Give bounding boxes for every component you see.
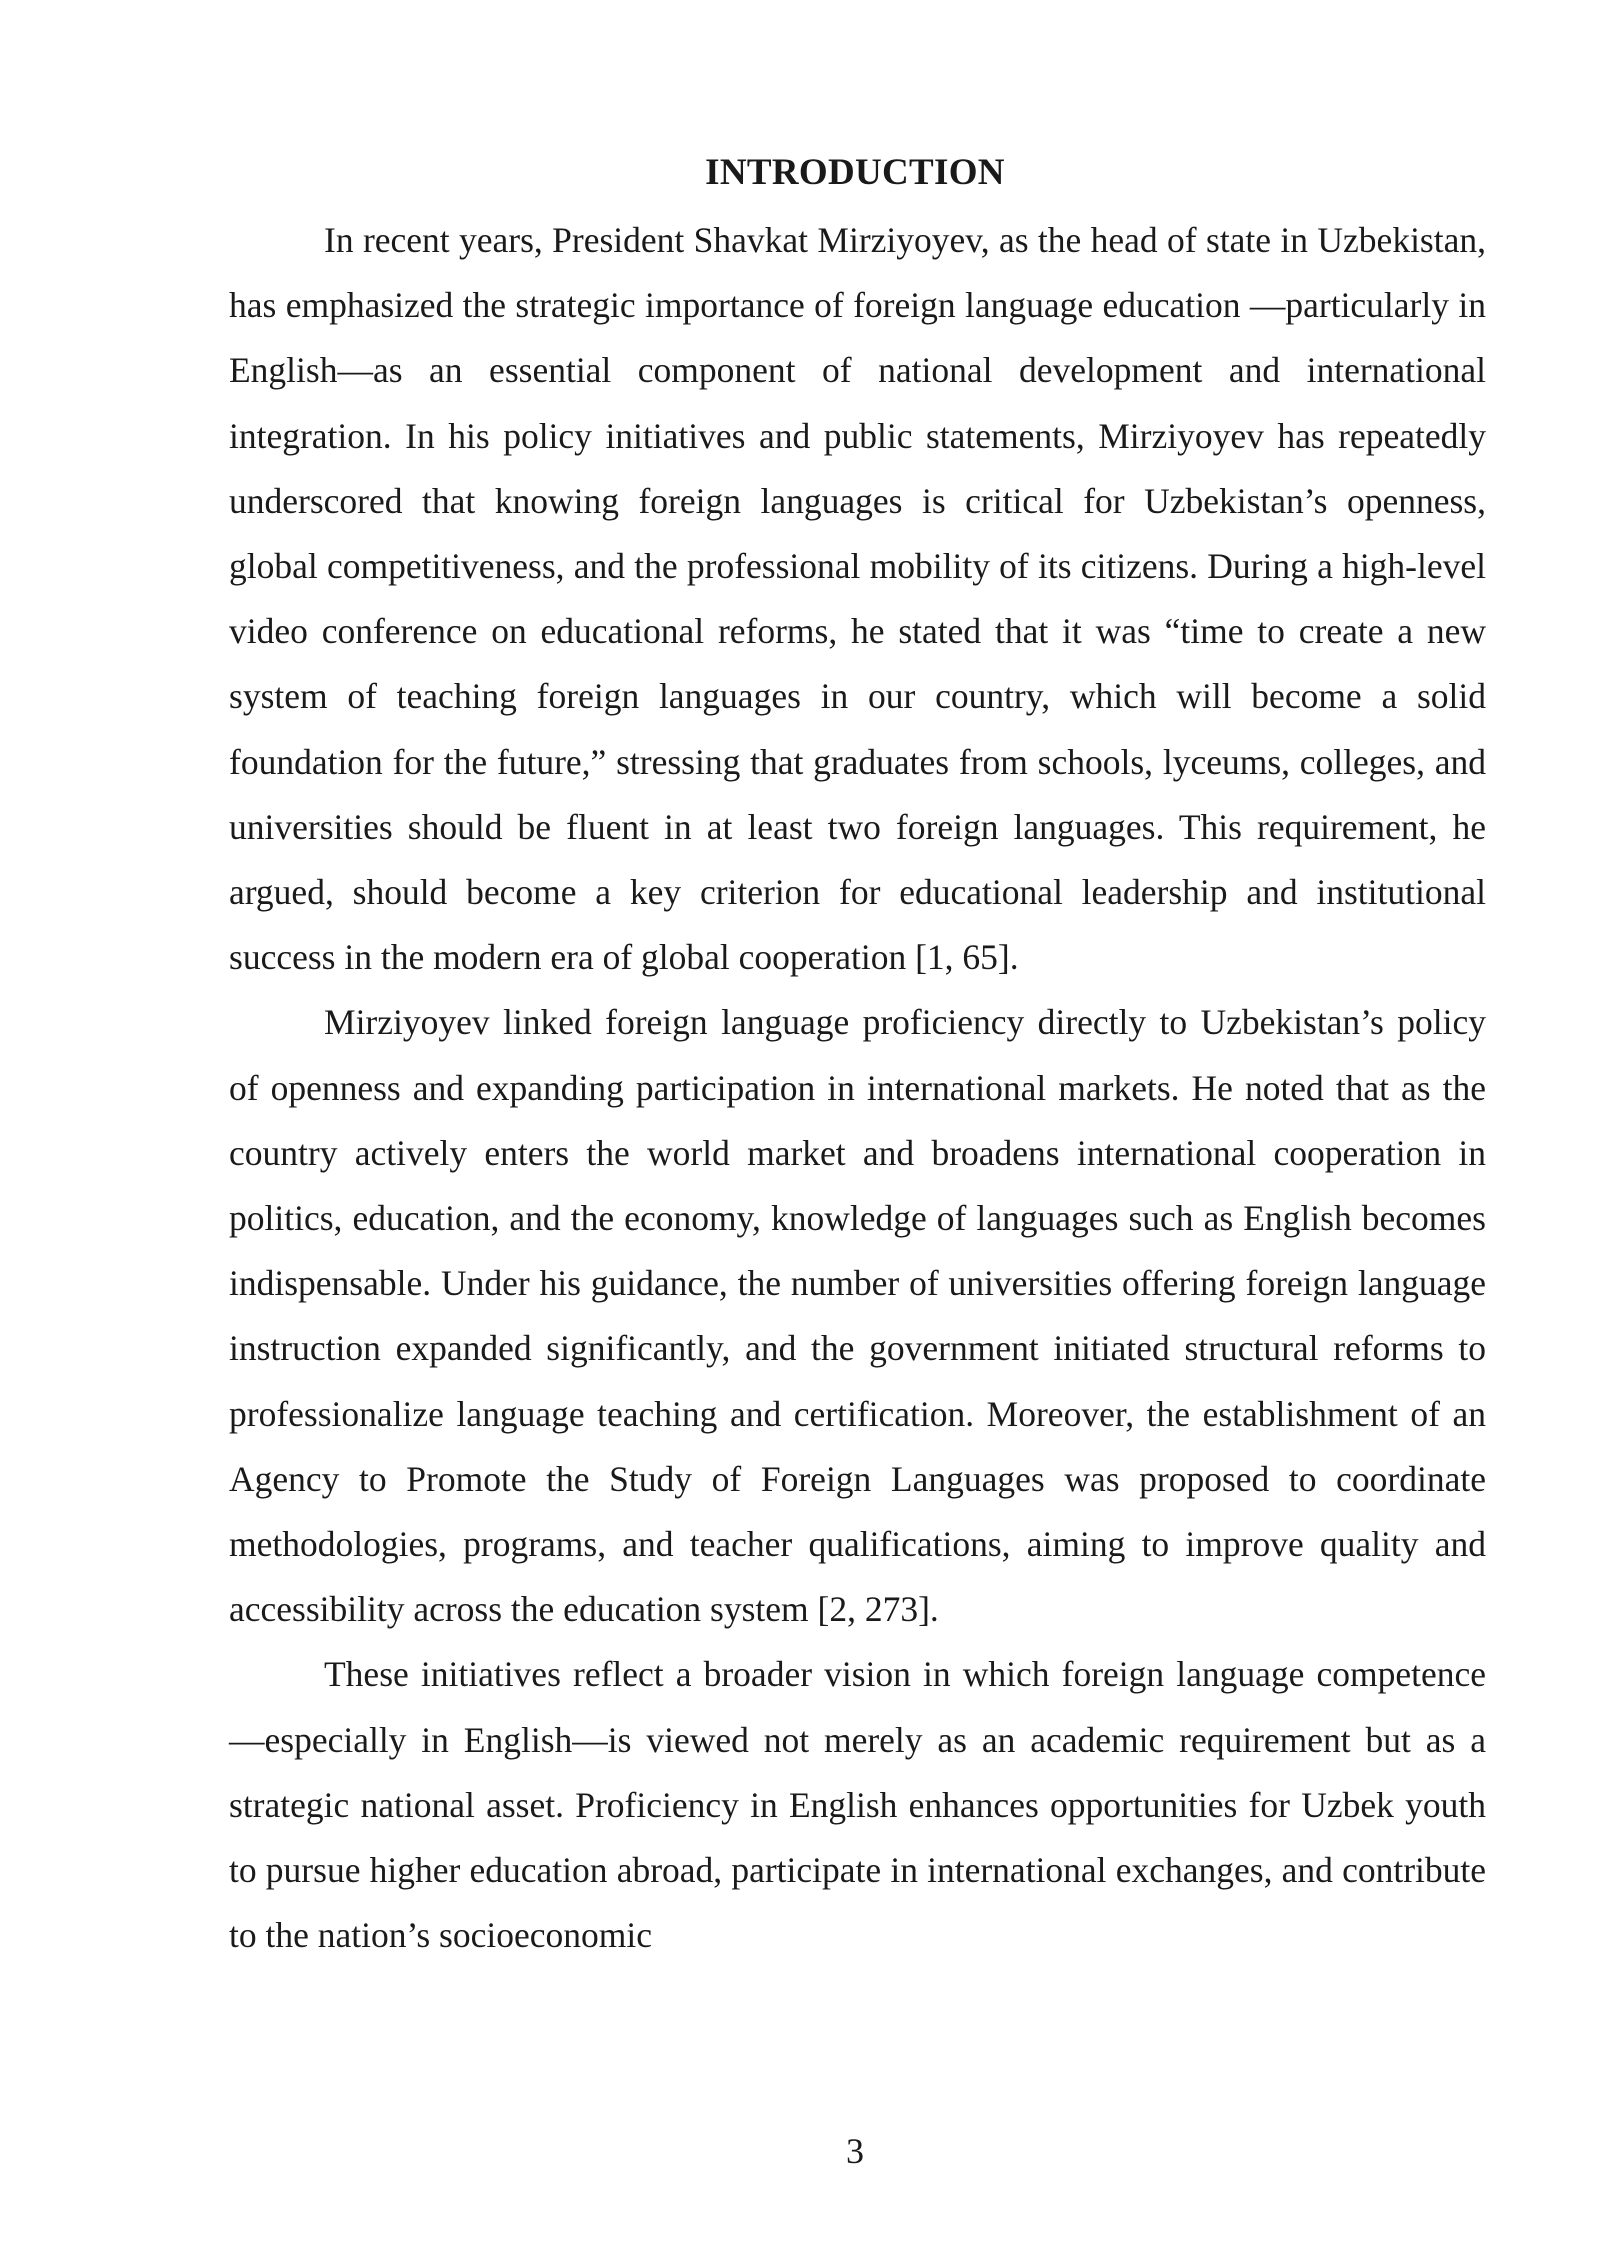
body-text: [229, 208, 1486, 1968]
paragraph-3: These initiatives reflect a broader vision in which foreign language competence—especially in English—is viewed not merely as an academic requirement but as a strategic national asset. Proficiency in English enhances opportunities for Uzbek youth to pursue higher education abroad, participate in international exchanges, and contribute to the nation’s socioeconomic: [229, 1654, 1486, 1956]
paragraph-2: Mirziyoyev linked foreign language proficiency directly to Uzbekistan’s policy of openness and expanding participation in international markets. He noted that as the country actively enters the world market and broadens international cooperation in politics, education, and the economy, knowledge of languages such as English becomes indispensable. Under his guidance, the number of universities offering foreign language instruction expanded significantly, and the government initiated structural reforms to professionalize language teaching and certification. Moreover, the establishment of an Agency to Promote the Study of Foreign Languages was proposed to coordinate methodologies, programs, and teacher qualifications, aiming to improve quality and accessibility across the education system [2, 273].: [229, 1002, 1486, 1630]
section-heading: INTRODUCTION: [705, 152, 1005, 193]
page-number: 3: [846, 2131, 864, 2171]
paragraph-1: In recent years, President Shavkat Mirziyoyev, as the head of state in Uzbekistan, has emphasized the strategic importance of foreign language education —particularly in English—as an essential component of national development and international integration. In his policy initiatives and public statements, Mirziyoyev has repeatedly underscored that knowing foreign languages is critical for Uzbekistan’s openness, global competitiveness, and the professional mobility of its citizens. During a high-level video conference on educational reforms, he stated that it was “time to create a new system of teaching foreign languages in our country, which will become a solid foundation for the future,” stressing that graduates from schools, lyceums, colleges, and universities should be fluent in at least two foreign languages. This requirement, he argued, should become a key criterion for educational leadership and institutional success in the modern era of global cooperation [1, 65].: [229, 220, 1486, 978]
